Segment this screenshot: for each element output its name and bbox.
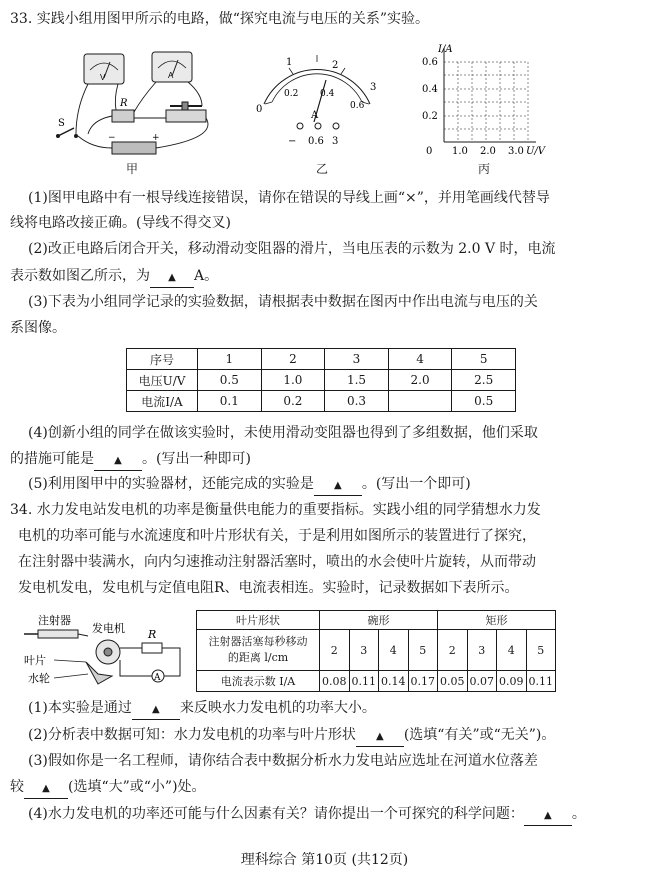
grid-ytick-06: 0.6 (422, 57, 438, 68)
table-cell: 0.3 (325, 391, 389, 412)
q33-p4-line1: (4)创新小组的同学在做该实验时，未使用滑动变阻器也得到了多组数据，他们采取 (28, 425, 538, 441)
grid-xtick-20: 2.0 (480, 146, 496, 157)
q34-p2-post: (选填“有关”或“无关”)。 (403, 727, 556, 743)
table-cell: 1 (198, 349, 262, 370)
table-cell: 0.11 (349, 671, 379, 692)
table-header-rect: 矩形 (438, 611, 556, 630)
table-cell-empty[interactable] (388, 391, 452, 412)
resistor-r-label: R (148, 628, 157, 641)
table-cell: 序号 (127, 349, 198, 370)
figure-jia-circuit (52, 48, 222, 158)
water-wheel-icon (86, 662, 112, 684)
syringe-icon (24, 630, 88, 638)
table-cell: 3 (349, 630, 379, 671)
q33-p4-answer-blank[interactable]: ▲ (94, 452, 142, 471)
dial-outer-1: 1 (286, 57, 293, 68)
q34-stem-line3: 在注射器中装满水，向内匀速推动注射器活塞时，喷出的水会使叶片旋转，从而带动 (18, 554, 536, 570)
q34-p3-answer-blank[interactable]: ▲ (24, 780, 68, 799)
battery-plus: + (152, 133, 160, 143)
dial-inner-06: 0.6 (350, 101, 365, 111)
ammeter-icon (152, 52, 192, 82)
q33-stem: 33. 实践小组用图甲所示的电路，做“探究电流与电压的关系”实验。 (10, 11, 430, 27)
table-cell: 0.05 (438, 671, 468, 692)
q34-p2-text: (2)分析表中数据可知：水力发电机的功率与叶片形状 (28, 727, 356, 743)
table-cell: 4 (497, 630, 527, 671)
table-cell: 0.5 (452, 391, 516, 412)
table-header-shape: 叶片形状 (197, 611, 320, 630)
q34-p3-text: 较 (10, 779, 24, 795)
dial-outer-2: 2 (332, 60, 339, 71)
table-row (197, 611, 556, 630)
table-cell: 4 (379, 630, 409, 671)
q33-p2-line2 (10, 267, 218, 288)
battery-minus: − (108, 133, 116, 143)
figure-yi-ammeter-dial (252, 52, 382, 156)
q33-p1-line2: 线将电路改接正确。(导线不得交叉) (10, 215, 231, 231)
q34-stem-line1: 34. 水力发电站发电机的功率是衡量供电能力的重要指标。实践小组的同学猜想水力发 (10, 502, 541, 518)
generator-icon (96, 640, 120, 664)
switch-label: S (58, 118, 65, 129)
switch-icon (56, 118, 78, 138)
resistor-symbol (142, 643, 162, 653)
q34-stem-line4: 发电机发电，发电机与定值电阻R、电流表相连。实验时，记录数据如下表所示。 (18, 580, 519, 596)
table-cell: 5 (452, 349, 516, 370)
grid-xlabel: U/V (526, 146, 546, 157)
figure-bing-caption: 丙 (478, 162, 491, 176)
table-cell: 2 (261, 349, 325, 370)
table-cell: 4 (388, 349, 452, 370)
q34-figure-generator (16, 612, 188, 696)
blade-label: 叶片 (24, 654, 46, 667)
ammeter-label: A (168, 71, 174, 80)
table-cell: 0.1 (198, 391, 262, 412)
figure-jia-caption: 甲 (126, 162, 139, 176)
table-cell: 0.09 (497, 671, 527, 692)
rheostat-icon (166, 102, 206, 122)
terminal-06: 0.6 (308, 136, 324, 147)
dial-inner-0: 0 (256, 104, 263, 115)
table-cell: 电流I/A (127, 391, 198, 412)
q33-p5-note: 。(写出一个即可) (361, 476, 471, 492)
table-row (127, 349, 516, 370)
q34-p3-line2 (10, 778, 206, 799)
ammeter-a-label: A (154, 673, 161, 683)
q34-stem-line2: 电机的功率可能与水流速度和叶片形状有关，于是利用如图所示的装置进行了探究， (18, 528, 536, 544)
q34-p4-text: (4)水力发电机的功率还可能与什么因素有关？请你提出一个可探究的科学问题： (28, 806, 524, 822)
table-cell: 5 (408, 630, 438, 671)
q33-p4-text: 的措施可能是 (10, 451, 94, 467)
table-cell: 3 (467, 630, 497, 671)
table-cell: 1.0 (261, 370, 325, 391)
table-header-distance (197, 630, 320, 671)
q34-p3-post: (选填“大”或“小”)处。 (68, 779, 206, 795)
distance-header-line2: 的距离 l/cm (227, 651, 289, 664)
q34-p4-answer-blank[interactable]: ▲ (524, 807, 572, 826)
q34-data-table (196, 610, 556, 692)
q33-p3-line2: 系图像。 (10, 320, 66, 336)
dial-inner-02: 0.2 (284, 89, 299, 99)
q34-p1-answer-blank[interactable]: ▲ (132, 701, 180, 720)
table-row (197, 671, 556, 692)
q34-p2-answer-blank[interactable]: ▲ (356, 728, 404, 747)
table-cell: 电压U/V (127, 370, 198, 391)
voltmeter-label: V (100, 73, 106, 82)
resistor-label: R (120, 98, 128, 109)
distance-header-line1: 注射器活塞每秒移动 (208, 635, 308, 648)
grid-ytick-02: 0.2 (422, 111, 438, 122)
table-header-current: 电流表示数 I/A (197, 671, 320, 692)
grid-ylabel: I/A (438, 44, 453, 55)
q33-p2-answer-blank[interactable]: ▲ (150, 269, 194, 288)
q34-p4-line (28, 805, 586, 826)
q34-p3-line1: (3)假如你是一名工程师，请你结合表中数据分析水力发电站应选址在河道水位落差 (28, 753, 538, 769)
table-cell: 3 (325, 349, 389, 370)
generator-label: 发电机 (92, 622, 125, 635)
table-cell: 2 (438, 630, 468, 671)
table-cell: 0.11 (526, 671, 556, 692)
table-row (197, 630, 556, 671)
voltmeter-icon (84, 54, 124, 84)
q33-p2-line1: (2)改正电路后闭合开关，移动滑动变阻器的滑片，当电压表的示数为 2.0 V 时，电流 (28, 241, 556, 257)
dial-outer-3: 3 (370, 82, 377, 93)
table-row (127, 370, 516, 391)
figure-yi-caption: 乙 (316, 162, 329, 176)
q34-p4-post: 。 (571, 806, 586, 822)
q33-p1-line1: (1)图甲电路中有一根导线连接错误，请你在错误的导线上画“×”，并用笔画线代替导 (28, 190, 550, 206)
q34-p1-post: 来反映水力发电机的功率大小。 (179, 700, 376, 716)
table-cell: 0.07 (467, 671, 497, 692)
table-cell: 0.2 (261, 391, 325, 412)
table-cell: 2 (320, 630, 350, 671)
table-cell: 0.14 (379, 671, 409, 692)
wheel-label: 水轮 (28, 672, 50, 685)
table-cell: 1.5 (325, 370, 389, 391)
page-footer: 理科综合 第10页 (共12页) (240, 852, 409, 868)
q33-p2-unit: A。 (194, 268, 219, 284)
grid-ytick-04: 0.4 (422, 84, 438, 95)
syringe-label: 注射器 (38, 614, 71, 627)
q33-p5-answer-blank[interactable]: ▲ (314, 477, 362, 496)
q34-p1-line (28, 699, 376, 720)
dial-unit: A (311, 110, 319, 121)
terminal-3: 3 (332, 136, 339, 147)
q33-p5-line (28, 475, 471, 496)
q33-p2-text: 表示数如图乙所示，为 (10, 268, 150, 284)
table-cell: 0.5 (198, 370, 262, 391)
grid-xtick-30: 3.0 (508, 146, 524, 157)
table-cell: 5 (526, 630, 556, 671)
q34-p1-text: (1)本实验是通过 (28, 700, 132, 716)
table-row (127, 391, 516, 412)
q33-p5-text: (5)利用图甲中的实验器材，还能完成的实验是 (28, 476, 314, 492)
q34-p2-line (28, 726, 555, 747)
table-header-bowl: 碗形 (320, 611, 438, 630)
figure-bing-grid (420, 40, 550, 162)
table-cell: 2.5 (452, 370, 516, 391)
battery-icon (108, 133, 160, 154)
grid-origin: 0 (426, 146, 433, 157)
q33-p4-note: 。(写出一种即可) (142, 451, 251, 467)
terminal-minus: − (288, 136, 297, 147)
grid-xtick-10: 1.0 (452, 146, 468, 157)
table-cell: 2.0 (388, 370, 452, 391)
table-cell: 0.17 (408, 671, 438, 692)
q33-data-table (126, 348, 516, 412)
q33-p3-line1: (3)下表为小组同学记录的实验数据，请根据表中数据在图丙中作出电流与电压的关 (28, 294, 538, 310)
table-cell: 0.08 (320, 671, 350, 692)
q33-p4-line2 (10, 450, 251, 471)
dial-inner-04: 0.4 (320, 89, 335, 99)
